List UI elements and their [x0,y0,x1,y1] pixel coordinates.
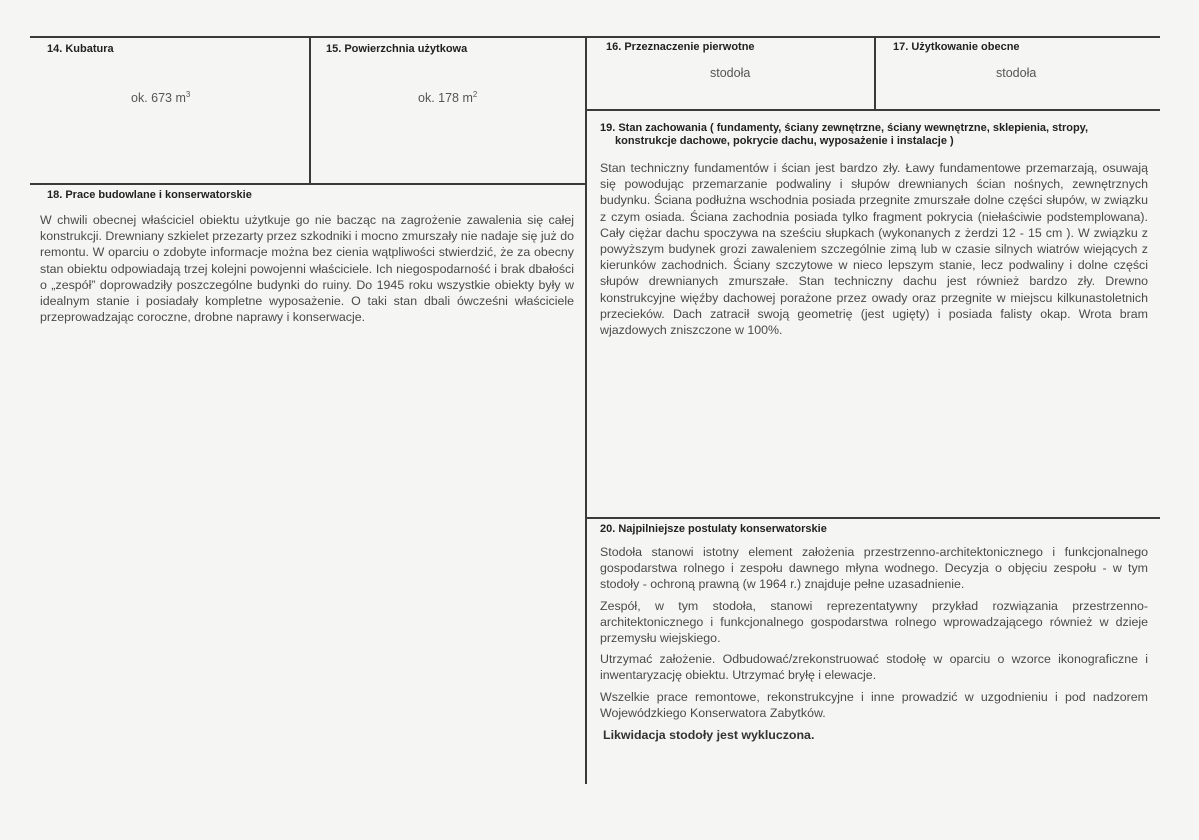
postulate-paragraph-2: Zespół, w tym stodoła, stanowi reprezentatywny przykład rozwiązania przestrzenno-architektonicznego i funkcjonalnego gospodarstwa rolnego wprowadzającego również w dzieje przemysłu wiejskiego. [600,598,1148,646]
usable-area-unit-exponent: 2 [472,90,478,99]
divider-14-18 [30,183,586,185]
center-divider [585,36,587,784]
top-border [30,36,1160,38]
section-20-text [600,544,1148,748]
section-20-label: 20. Najpilniejsze postulaty konserwatorskie [600,523,827,535]
section-18-label: 18. Prace budowlane i konserwatorskie [47,189,252,201]
section-16-label: 16. Przeznaczenie pierwotne [606,41,755,53]
section-15-label: 15. Powierzchnia użytkowa [326,43,468,55]
postulate-paragraph-1: Stodoła stanowi istotny element założenia przestrzenno-architektonicznego i funkcjonalnego gospodarstwa rolnego i zespołu dawnego młyna wodnego. Decyzja o objęciu zespołu - w tym stodoły - ochroną prawną (w 1964 r.) znajduje pełne uzasadnienie. [600,545,1148,592]
divider-16-19 [587,109,1160,111]
postulate-paragraph-4: Wszelkie prace remontowe, rekonstrukcyjne i inne prowadzić w uzgodnieniu i pod nadzorem Wojewódzkiego Konserwatora Zabytków. [600,689,1148,720]
cubature-unit-exponent: 3 [185,90,191,99]
section-19-label [600,122,1150,148]
usable-area-value: ok. 178 m [418,91,473,106]
divider-19-20 [587,517,1160,519]
section-15-value [418,90,477,105]
divider-14-15 [309,36,311,184]
section-14-value [131,90,190,105]
postulate-final-statement: Likwidacja stodoły jest wykluczona. [603,728,815,743]
divider-16-17 [874,36,876,110]
postulate-paragraph-3: Utrzymać założenie. Odbudować/zrekonstruować stodołę w oparciu o wzorce ikonograficzne i inwentaryzację obiektu. Utrzymać bryłę i elewacje. [600,652,1148,683]
section-14-label: 14. Kubatura [47,43,114,55]
current-use-value: stodoła [996,66,1037,80]
section-17-label: 17. Użytkowanie obecne [893,41,1020,53]
original-purpose-value: stodoła [710,66,751,80]
cubature-value: ok. 673 m [131,91,186,106]
section-19-text: Stan techniczny fundamentów i ścian jest bardzo zły. Ławy fundamentowe przemarzają, osuwają się powodując przemarzanie podwaliny i słupów drewnianych ścian nośnych, zewnętrznych budynku. Ściana podłużna wschodnia posiada przegnite zmurszałe dolne części słupów, w związku z czym osiada. Ściana zachodnia posiada tylko fragment pokrycia (niełaściwie podstemplowana). Cały ciężar dachu spoczywa na sześciu słupkach (wykonanych z żerdzi 12 - 15 cm ). W związku z powyższym budynek grozi zawaleniem szczególnie zimą lub w czasie silnych wiatrów wiejących z kierunków zachodnich. Ściany szczytowe w nieco lepszym stanie, lecz podwaliny i dolne części słupów drewnianych zmurszałe. Stan techniczny dachu jest również bardzo zły. Drewno konstrukcyjne więźby dachowej porażone przez owady oraz przegnite w miejscu kilkunastoletnich przecieków. Dach zatracił swoją geometrię (jest ugięty) i posiada falisty okap. Wrota bram wjazdowych zniszczone w 100%. [600,161,1148,338]
section-19-label-line2: konstrukcje dachowe, pokrycie dachu, wyposażenie i instalacje ) [615,135,954,147]
section-18-text: W chwili obecnej właściciel obiektu użytkuje go nie bacząc na zagrożenie zawalenia się całej konstrukcji. Drewniany szkielet przezarty przez szkodniki i mocno zmurszały nie nadaje się już do remontu. W oparciu o zdobyte informacje można bez cienia wątpliwości stwierdzić, że za obecny stan obiektu odpowiadają trzej kolejni powojenni właściciele. Ich niegospodarność i brak dbałości o „zespół” doprowadziły poszczególne budynki do ruiny. Do 1945 roku wszystkie obiekty były w idealnym stanie i posiadały kompletne wyposażenie. O taki stan dbali ówcześni właściciele przeprowadzając coroczne, drobne naprawy i konserwacje. [40,213,574,325]
section-19-label-line1: 19. Stan zachowania ( fundamenty, ściany zewnętrzne, ściany wewnętrzne, sklepienia, stropy, [600,122,1089,134]
